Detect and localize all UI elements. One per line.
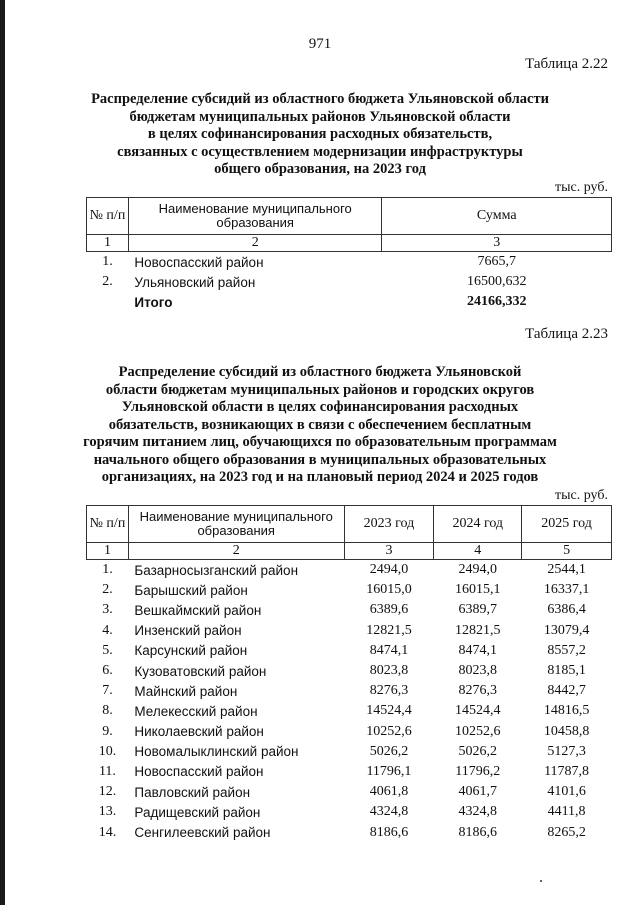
table-row: [87, 661, 612, 681]
total-empty: [87, 292, 129, 312]
value-2023: 4061,8: [369, 784, 409, 800]
table1-header-row: [87, 198, 612, 235]
table1-unit: тыс. руб.: [555, 180, 608, 195]
row-name: Инзенский район: [134, 623, 242, 639]
table-row: [87, 762, 612, 782]
scan-edge: [0, 0, 5, 905]
row-name: Новомалыклинский район: [134, 744, 299, 760]
value-2024: 6389,7: [458, 602, 497, 618]
table2-label: Таблица 2.23: [525, 326, 608, 342]
index-cell: 3: [344, 543, 434, 560]
row-name: Майнский район: [134, 683, 238, 699]
header-num: № п/п: [87, 506, 129, 543]
table1-title: [70, 91, 570, 179]
row-num: 10.: [98, 743, 117, 759]
table1-title-line: Распределение субсидий из областного бюджета Ульяновской области: [91, 91, 549, 107]
row-num: 11.: [98, 763, 116, 779]
row-num: 2.: [102, 582, 113, 598]
table2-header-row: [87, 506, 612, 543]
value-2025: 2544,1: [547, 562, 586, 578]
row-num: 7.: [102, 683, 113, 699]
table2-title-line: области бюджетам муниципальных районов и городских округов: [105, 381, 535, 398]
index-cell: 1: [87, 543, 129, 560]
value-2025: 14816,5: [543, 703, 590, 719]
value-2025: 4101,6: [547, 784, 586, 800]
row-num: 4.: [102, 622, 113, 638]
row-name: Базарносызганский район: [134, 562, 299, 578]
table2: [86, 505, 612, 843]
row-name: Павловский район: [134, 784, 251, 800]
row-name: Ульяновский район: [134, 274, 256, 290]
table-row: [87, 681, 612, 701]
index-cell: 5: [522, 543, 612, 560]
value-2024: 10252,6: [455, 723, 501, 739]
value-2024: 2494,0: [458, 562, 497, 578]
value-2024: 4061,7: [458, 784, 497, 800]
row-num: 1.: [102, 254, 113, 270]
value-2024: 12821,5: [455, 622, 501, 638]
row-num: 13.: [98, 804, 117, 820]
row-name: Кузоватовский район: [134, 663, 267, 679]
table1-title-line: бюджетам муниципальных районов Ульяновской области: [129, 108, 511, 125]
value-2023: 10252,6: [366, 723, 412, 739]
value-2023: 12821,5: [366, 622, 412, 638]
row-num: 2.: [102, 274, 113, 290]
row-num: 9.: [102, 723, 113, 739]
table2-title: [70, 364, 570, 487]
scan-speck: [540, 880, 542, 882]
row-num: 1.: [102, 562, 113, 578]
row-name: Барышский район: [134, 582, 248, 598]
row-name: Карсунский район: [134, 643, 248, 659]
value-2023: 6389,6: [369, 602, 409, 618]
value-2025: 5127,3: [547, 743, 586, 759]
row-name: Новоспасский район: [134, 254, 264, 270]
table-row: [87, 560, 612, 581]
row-name: Вешкаймский район: [134, 602, 262, 618]
table1: [86, 197, 612, 313]
total-row: [87, 292, 612, 312]
value-2023: 2494,0: [369, 562, 409, 578]
table2-title-line: горячим питанием лиц, обучающихся по образовательным программам: [83, 434, 557, 450]
value-2024: 5026,2: [458, 743, 497, 759]
table-row: [87, 822, 612, 842]
index-cell: 2: [128, 543, 344, 560]
table1-title-line: в целях софинансирования расходных обязательств,: [147, 126, 493, 142]
value-2024: 4324,8: [458, 804, 497, 820]
header-2023: 2023 год: [344, 506, 434, 543]
table-row: [87, 802, 612, 822]
table2-title-line: начального общего образования в муниципальных образовательных: [93, 451, 547, 468]
value-2024: 8023,8: [458, 663, 497, 679]
total-label: Итого: [134, 294, 173, 310]
value-2024: 8276,3: [458, 683, 497, 699]
value-2024: 14524,4: [455, 703, 501, 719]
value-2025: 6386,4: [547, 602, 586, 618]
table-row: [87, 600, 612, 620]
page-number: 971: [308, 36, 332, 52]
value-2025: 13079,4: [543, 622, 590, 638]
value-2025: 10458,8: [543, 723, 590, 739]
header-num: № п/п: [87, 198, 129, 235]
table-row: [87, 641, 612, 661]
table-row: [87, 621, 612, 641]
row-name: Мелекесский район: [134, 703, 258, 719]
row-sum: 7665,7: [477, 254, 516, 270]
value-2025: 8185,1: [547, 663, 586, 679]
header-name: Наименование муниципального образования: [128, 198, 382, 235]
table1-title-line: общего образования, на 2023 год: [214, 161, 426, 177]
index-cell: 4: [434, 543, 522, 560]
value-2023: 4324,8: [369, 804, 409, 820]
row-name: Николаевский район: [134, 724, 264, 740]
value-2025: 8265,2: [547, 824, 586, 840]
value-2025: 11787,8: [544, 763, 590, 779]
value-2023: 5026,2: [369, 743, 409, 759]
row-name: Новоспасский район: [134, 764, 264, 780]
table2-unit: тыс. руб.: [555, 488, 608, 503]
row-num: 5.: [102, 642, 113, 658]
row-num: 3.: [102, 602, 113, 618]
table-row: [87, 722, 612, 742]
row-name: Радищевский район: [134, 804, 261, 820]
value-2024: 11796,2: [455, 763, 501, 779]
value-2024: 8186,6: [458, 824, 497, 840]
header-2025: 2025 год: [522, 506, 612, 543]
index-cell: 3: [382, 235, 612, 252]
value-2024: 16015,1: [455, 582, 501, 598]
table-row: [87, 701, 612, 721]
value-2023: 8474,1: [369, 642, 409, 658]
row-name: Сенгилеевский район: [134, 825, 271, 841]
value-2023: 14524,4: [366, 703, 412, 719]
header-2024: 2024 год: [434, 506, 522, 543]
table-row: [87, 252, 612, 273]
row-num: 14.: [98, 824, 117, 840]
value-2023: 16015,0: [366, 582, 412, 598]
row-num: 6.: [102, 663, 113, 679]
total-sum: 24166,332: [466, 294, 527, 310]
table1-index-row: [87, 235, 612, 252]
value-2023: 8186,6: [369, 824, 409, 840]
value-2025: 16337,1: [543, 582, 590, 598]
row-sum: 16500,632: [466, 274, 527, 290]
index-cell: 1: [87, 235, 129, 252]
row-num: 12.: [98, 784, 117, 800]
table-row: [87, 580, 612, 600]
table2-title-line: Ульяновской области в целях софинансирования расходных: [121, 399, 519, 415]
value-2025: 4411,8: [547, 804, 586, 820]
table-row: [87, 782, 612, 802]
value-2023: 8276,3: [369, 683, 409, 699]
row-num: 8.: [102, 703, 113, 719]
index-cell: 2: [128, 235, 382, 252]
table2-index-row: [87, 543, 612, 560]
header-sum: Сумма: [382, 198, 612, 235]
table2-title-line: организациях, на 2023 год и на плановый период 2024 и 2025 годов: [101, 469, 539, 485]
table2-body: [87, 560, 612, 843]
value-2025: 8442,7: [547, 683, 586, 699]
header-name: Наименование муниципального образования: [128, 506, 344, 543]
table1-title-line: связанных с осуществлением модернизации инфраструктуры: [117, 143, 523, 160]
table-row: [87, 272, 612, 292]
value-2023: 8023,8: [369, 663, 409, 679]
value-2025: 8557,2: [547, 642, 586, 658]
value-2024: 8474,1: [458, 642, 497, 658]
table-row: [87, 742, 612, 762]
table1-label: Таблица 2.22: [525, 56, 608, 72]
value-2023: 11796,1: [366, 763, 412, 779]
table2-title-line: обязательств, возникающих в связи с обеспечением бесплатным: [108, 416, 532, 433]
table2-title-line: Распределение субсидий из областного бюджета Ульяновской: [118, 364, 522, 380]
